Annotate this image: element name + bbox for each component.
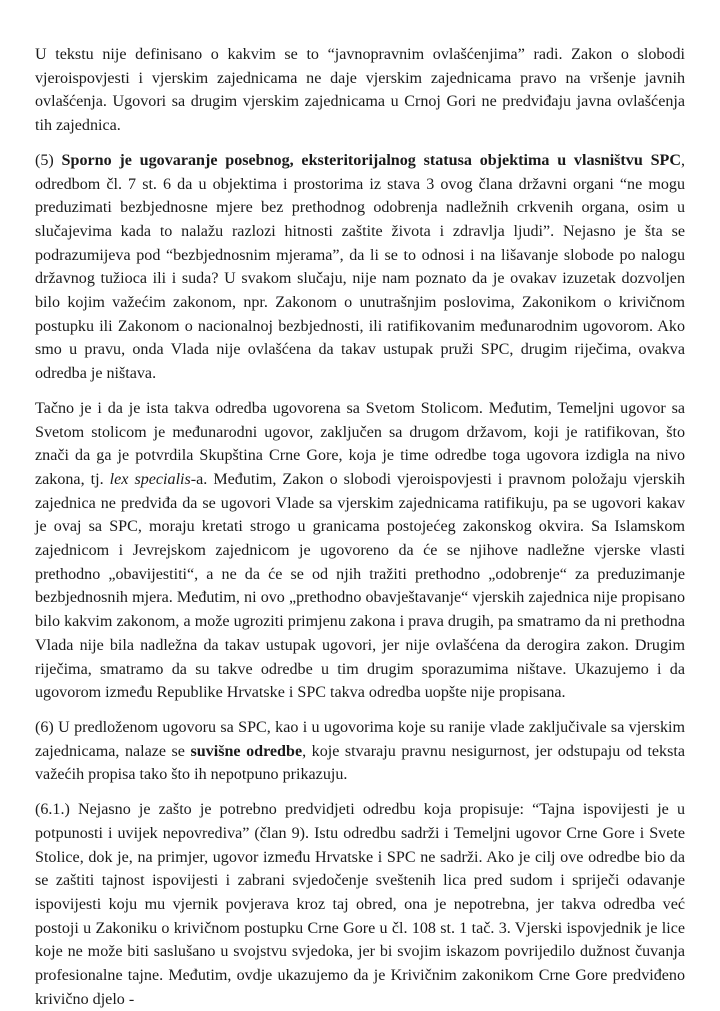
text-run: , koje stvaraju pravnu nesigurnost, jer odstupaju od teksta važećih propisa tako što ih nepotpuno prikazuju. — [35, 742, 685, 784]
bold-text-run: suvišne odredbe — [190, 742, 303, 760]
text-run: (6) U predloženom ugovoru sa SPC, kao i u ugovorima koje su ranije vlade zaključivale sa vjerskim zajednicama, nalaze se — [35, 718, 685, 760]
paragraph-holy-see-agreement — [35, 397, 685, 705]
text-run: (5) — [35, 151, 62, 169]
text-run: , odredbom čl. 7 st. 6 da u objektima i prostorima iz stava 3 ovog člana državni organi “ne mogu preduzimati bezbjednosne mjere bez prethodnog odobrenja nadležnih crkvenih organa, osim u slučajevima kada to nalažu razlozi hitnosti zaštite života i zdravlja ljudi”. Nejasno je šta se podrazumijeva pod “bezbjednosnim mjerama”, da li se to odnosi i na lišavanje slobode po nalogu državnog tužioca ili i suda? U svakom slučaju, nije nam poznato da je ovakav izuzetak dozvoljen bilo kojim važećim zakonom, npr. Zakonom o unutrašnjim poslovima, Zakonikom o krivičnom postupku ili Zakonom o nacionalnoj bezbjednosti, ili ratifikovanim međunarodnim ugovorom. Ako smo u pravu, onda Vlada nije ovlašćena da takav ustupak pruži SPC, drugim riječima, ovakva odredba je ništava. — [35, 151, 685, 383]
paragraph-point-5 — [35, 149, 685, 386]
paragraph-point-6 — [35, 716, 685, 787]
text-run: Tačno je i da je ista takva odredba ugovorena sa Svetom Stolicom. Međutim, Temeljni ugovor sa Svetom stolicom je međunarodni ugovor, zaključen sa drugom državom, koji je ratifikovan, što znači da ga je potvrdila Skupština Crne Gore, koja je time odredbe toga ugovora izdigla na nivo zakona, tj. — [35, 399, 685, 488]
paragraph-intro — [35, 43, 685, 138]
text-run: -a. Međutim, Zakon o slobodi vjeroispovjesti i pravnom položaju vjerskih zajednica ne predviđa da se ugovori Vlade sa vjerskim zajednicama ratifikuju, pa se ugovori kakav je ovaj sa SPC, moraju kretati strogo u granicama postojećeg zakonskog okvira. Sa Islamskom zajednicom i Jevrejskom zajednicom je ugovoreno da će se njihove nadležne vjerske vlasti prethodno „obavijestiti“, a ne da će se od njih tražiti prethodno „odobrenje“ za preduzimanje bezbjednosnih mjera. Međutim, ni ovo „prethodno obavještavanje“ vjerskih zajednica nije propisano bilo kakvim zakonom, a može ugroziti primjenu zakona i prava drugih, pa smatramo da ni prethodna Vlada nije bila nadležna da takav ustupak ugovori, jer nije ovlašćena da derogira zakon. Drugim riječima, smatramo da su takve odredbe u tim drugim sporazumima ništave. Ukazujemo i da ugovorom između Republike Hrvatske i SPC takva odredba uopšte nije propisana. — [35, 470, 685, 702]
paragraph-point-6-1 — [35, 798, 685, 1011]
text-run: (6.1.) Nejasno je zašto je potrebno predvidjeti odredbu koja propisuje: “Tajna ispovijesti je u potpunosti i uvijek nepovrediva” (član 9). Istu odredbu sadrži i Temeljni ugovor Crne Gore i Svete Stolice, dok je, na primjer, ugovor između Hrvatske i SPC ne sadrži. Ako je cilj ove odredbe bio da se zaštiti tajnost ispovijesti i zabrani svjedočenje sveštenih lica pred sudom i spriječi odavanje ispovijesti koju mu vjernik povjerava kroz taj obred, ona je nepotrebna, jer takva odredba već postoji u Zakoniku o krivičnom postupku Crne Gore u čl. 108 st. 1 tač. 3. Vjerski ispovjednik je lice koje ne može biti saslušano u svojstvu svjedoka, jer bi svojim iskazom povrijedilo dužnost čuvanja profesionalne tajne. Međutim, ovdje ukazujemo da je Krivičnim zakonikom Crne Gore predviđeno krivično djelo - — [35, 801, 685, 1008]
text-run: U tekstu nije definisano o kakvim se to “javnopravnim ovlašćenjima” radi. Zakon o slobodi vjeroispovjesti i vjerskim zajednicama ne daje vjerskim zajednicama pravo na vršenje javnih ovlašćenja. Ugovori sa drugim vjerskim zajednicama u Crnoj Gori ne predviđaju javna ovlašćenja tih zajednica. — [35, 46, 685, 135]
bold-text-run: Sporno je ugovaranje posebnog, eksteritorijalnog statusa objektima u vlasništvu SPC — [61, 151, 681, 169]
italic-text-run: lex specialis — [109, 470, 191, 488]
